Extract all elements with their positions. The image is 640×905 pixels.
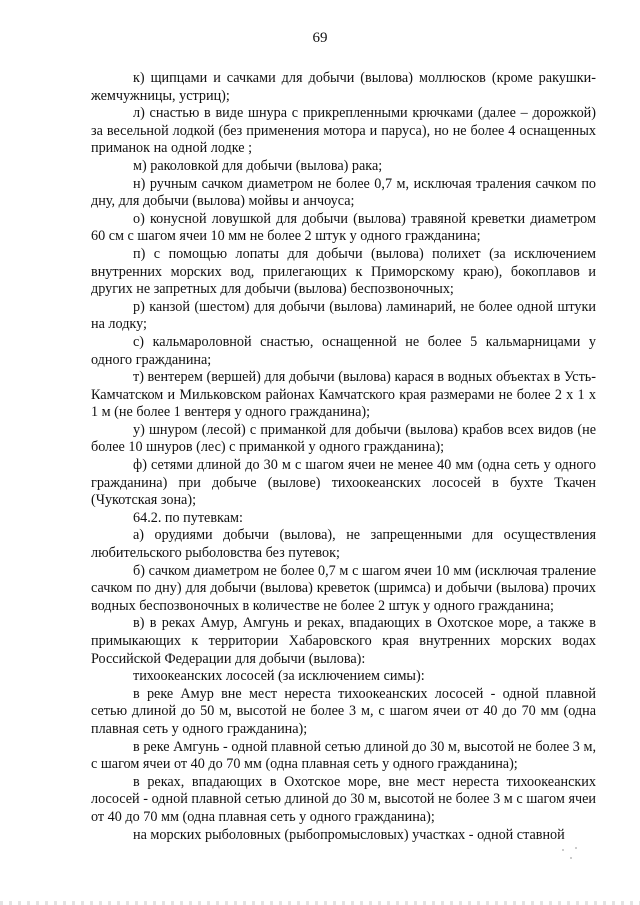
paragraph-n: н) ручным сачком диаметром не более 0,7 м, исключая траления сачком по дну, для добычи (вылова) мойвы и анчоуса;	[91, 175, 596, 210]
paragraph-l: л) снастью в виде шнура с прикрепленными крючками (далее – дорожкой) за весельной лодкой (без применения мотора и паруса), но не более 4 оснащенных приманок на одной лодке ;	[91, 105, 596, 157]
paragraph-v: в) в реках Амур, Амгунь и реках, впадающих в Охотское море, а также в примыкающих к территории Хабаровского края внутренних морских водах Российской Федерации для добычи (вылова):	[91, 615, 596, 667]
paragraph-okhotsk-rivers: в реках, впадающих в Охотское море, вне мест нереста тихоокеанских лососей - одной плавной сетью длиной до 30 м, высотой не более 3 м с шагом ячеи от 40 до 70 мм (одна плавная сеть у одного гражданина);	[91, 773, 596, 825]
paragraph-r: р) канзой (шестом) для добычи (вылова) ламинарий, не более одной штуки на лодку;	[91, 298, 596, 333]
document-body	[91, 70, 596, 844]
paragraph-m: м) раколовкой для добычи (вылова) рака;	[133, 157, 383, 174]
scan-edge-noise	[0, 901, 640, 905]
paragraph-u: у) шнуром (лесой) с приманкой для добычи (вылова) крабов всех видов (не более 10 шнуров (лес) с приманкой у одного гражданина);	[91, 421, 596, 456]
paragraph-o: о) конусной ловушкой для добычи (вылова) травяной креветки диаметром 60 см с шагом ячеи 10 мм не более 2 штук у одного гражданина;	[91, 210, 596, 245]
paragraph-b: б) сачком диаметром не более 0,7 м с шагом ячеи 10 мм (исключая траление сачком по дну) для добычи (вылова) креветок (шримса) и добычи (вылова) прочих водных беспозвоночных в количестве не более 2 штук у одного гражданина;	[91, 562, 596, 614]
paragraph-sea-sites: на морских рыболовных (рыбопромысловых) участках - одной ставной	[133, 826, 565, 843]
paragraph-k: к) щипцами и сачками для добычи (вылова) моллюсков (кроме ракушки-жемчужницы, устриц);	[91, 70, 596, 104]
subheading-salmon: тихоокеанских лососей (за исключением симы):	[133, 668, 425, 685]
scan-specks	[560, 845, 580, 865]
paragraph-s: с) кальмароловной снастью, оснащенной не более 5 кальмарницами у одного гражданина;	[91, 333, 596, 368]
paragraph-p: п) с помощью лопаты для добычи (вылова) полихет (за исключением внутренних морских вод, прилегающих к Приморскому краю), бокоплавов и других не запретных для добычи (вылова) беспозвоночных;	[91, 245, 596, 298]
page-number: 69	[312, 30, 328, 46]
paragraph-t: т) вентерем (вершей) для добычи (вылова) карася в водных объектах в Усть-Камчатском и Мильковском районах Камчатского края размерами не более 2 х 1 х 1 м (не более 1 вентеря у одного гражданина);	[91, 369, 596, 421]
section-heading-64-2: 64.2. по путевкам:	[133, 509, 243, 526]
paragraph-a: а) орудиями добычи (вылова), не запрещенными для осуществления любительского рыболовства без путевок;	[91, 527, 596, 562]
paragraph-amgun: в реке Амгунь - одной плавной сетью длиной до 30 м, высотой не более 3 м, с шагом ячеи от 40 до 70 мм (одна плавная сеть у одного гражданина);	[91, 738, 596, 773]
paragraph-amur: в реке Амур вне мест нереста тихоокеанских лососей - одной плавной сетью длиной до 50 м, высотой не более 3 м, с шагом ячеи от 40 до 70 мм (одна плавная сеть у одного гражданина);	[91, 685, 596, 737]
paragraph-f: ф) сетями длиной до 30 м с шагом ячеи не менее 40 мм (одна сеть у одного гражданина) при добыче (вылове) тихоокеанских лососей в бухте Ткачен (Чукотская зона);	[91, 457, 596, 509]
